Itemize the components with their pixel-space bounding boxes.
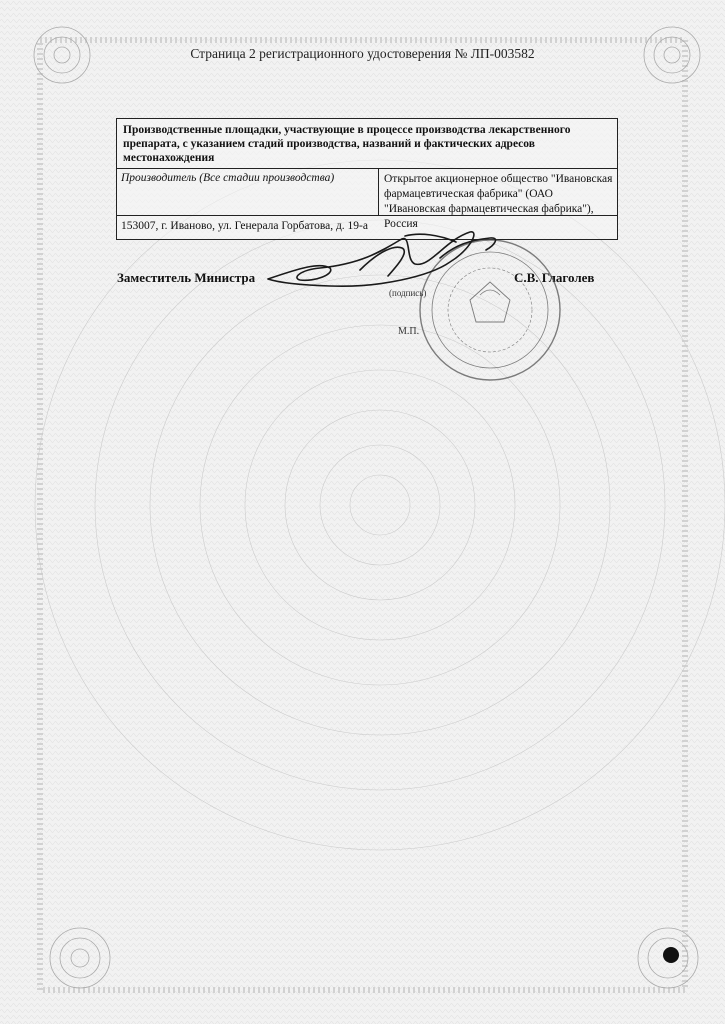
producer-address-cell: 153007, г. Иваново, ул. Генерала Горбатова, д. 19-а xyxy=(121,220,368,232)
signer-name: С.В. Глаголев xyxy=(514,270,595,285)
signature-caption: (подпись) xyxy=(389,288,427,298)
signer-role: Заместитель Министра xyxy=(117,270,256,285)
punch-hole-mark xyxy=(663,947,679,963)
seal-label: М.П. xyxy=(398,326,420,337)
table-heading: Производственные площадки, участвующие в процессе производства лекарственного препарата, с указанием стадий производства, названий и фактических адресов местонахождения xyxy=(117,119,617,169)
producer-role-cell: Производитель (Все стадии производства) xyxy=(117,169,379,215)
producer-company-cell: Открытое акционерное общество "Ивановская фармацевтическая фабрика" (ОАО "Ивановская фармацевтическая фабрика"), Россия xyxy=(384,173,613,230)
page-header-title: Страница 2 регистрационного удостоверения № ЛП-003582 xyxy=(190,46,535,61)
production-sites-table xyxy=(116,118,618,240)
